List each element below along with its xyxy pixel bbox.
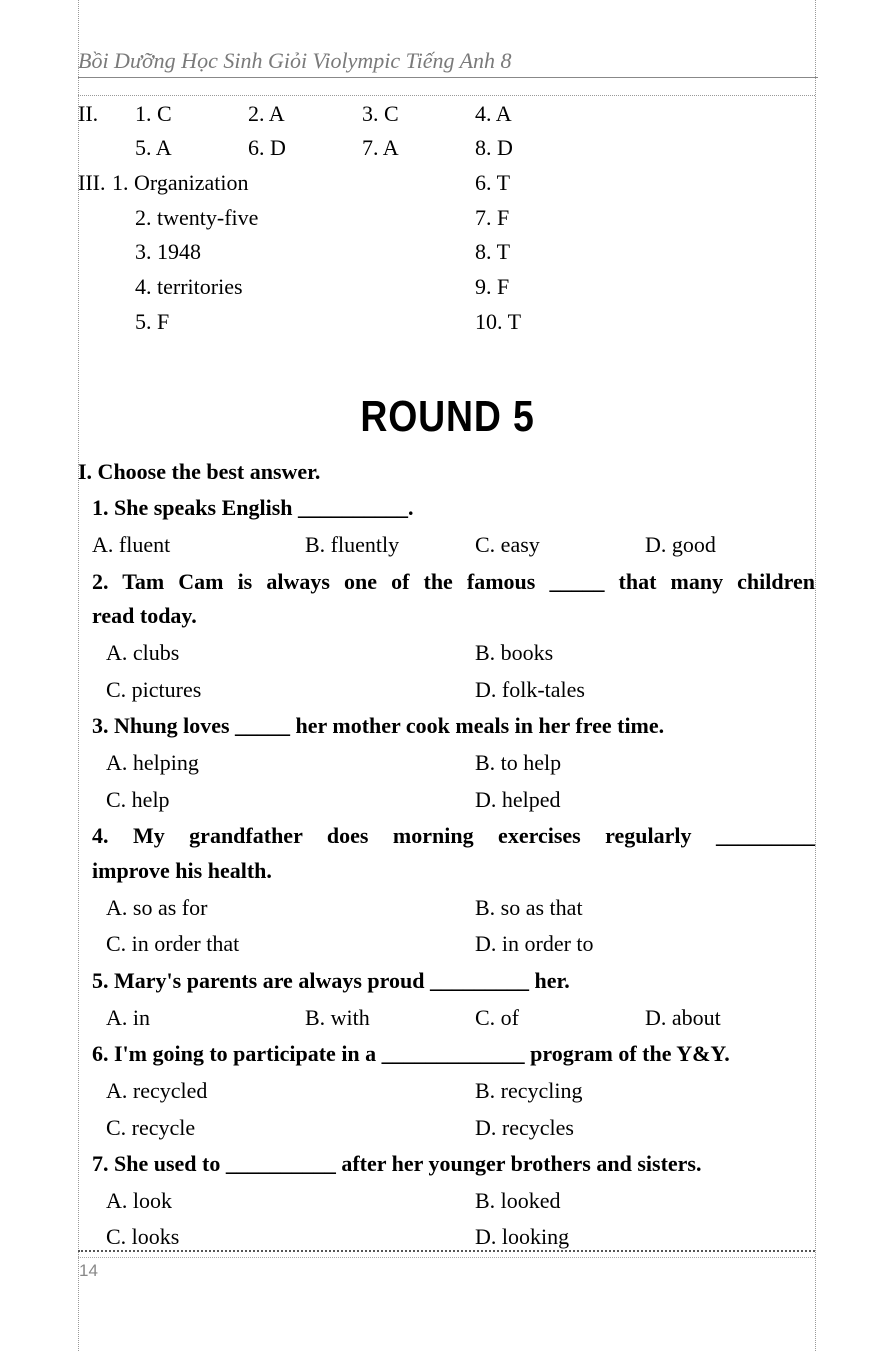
answer: 2. twenty-five xyxy=(135,205,259,230)
option: A. helping xyxy=(106,750,199,775)
option: A. fluent xyxy=(92,532,171,557)
question: 6. I'm going to participate in a _____________ program of the Y&Y. xyxy=(92,1041,730,1066)
option: C. in order that xyxy=(106,931,240,956)
answer: 8. D xyxy=(475,135,513,160)
option: A. clubs xyxy=(106,640,180,665)
option: C. looks xyxy=(106,1224,180,1249)
option: B. so as that xyxy=(475,895,583,920)
header-rule xyxy=(78,77,818,78)
question: 3. Nhung loves _____ her mother cook meals in her free time. xyxy=(92,713,665,738)
option: A. so as for xyxy=(106,895,208,920)
option: D. looking xyxy=(475,1224,570,1249)
option: A. in xyxy=(106,1005,150,1030)
option: B. looked xyxy=(475,1188,561,1213)
question-continued: improve his health. xyxy=(92,858,272,883)
option: C. of xyxy=(475,1005,519,1030)
question: 2. Tam Cam is always one of the famous _____ that many children xyxy=(92,569,815,594)
answer: 3. C xyxy=(362,101,399,126)
page-number: 14 xyxy=(79,1261,98,1280)
answer: 7. A xyxy=(362,135,399,160)
answer: 2. A xyxy=(248,101,285,126)
question: 5. Mary's parents are always proud _________ her. xyxy=(92,968,570,993)
answer: 6. D xyxy=(248,135,286,160)
answer: 5. A xyxy=(135,135,172,160)
option: D. good xyxy=(645,532,716,557)
option: C. help xyxy=(106,787,170,812)
left-margin-guide xyxy=(78,0,79,1351)
option: B. with xyxy=(305,1005,370,1030)
option: B. recycling xyxy=(475,1078,583,1103)
answer: 6. T xyxy=(475,170,511,195)
question: 4. My grandfather does morning exercises regularly _________ xyxy=(92,823,815,848)
option: C. easy xyxy=(475,532,540,557)
option: D. helped xyxy=(475,787,561,812)
section-label: III. xyxy=(78,170,106,195)
question: 1. She speaks English __________. xyxy=(92,495,414,520)
option: A. look xyxy=(106,1188,172,1213)
option: C. recycle xyxy=(106,1115,196,1140)
option: C. pictures xyxy=(106,677,202,702)
section-label: II. xyxy=(78,101,99,126)
option: A. recycled xyxy=(106,1078,208,1103)
question-continued: read today. xyxy=(92,603,197,628)
answer: 9. F xyxy=(475,274,510,299)
answer: 7. F xyxy=(475,205,510,230)
answer: 8. T xyxy=(475,239,511,264)
section-heading: I. Choose the best answer. xyxy=(78,459,321,484)
answer: 4. territories xyxy=(135,274,243,299)
content-top-guide xyxy=(78,95,815,96)
answer: 10. T xyxy=(475,309,522,334)
option: B. books xyxy=(475,640,554,665)
option: B. to help xyxy=(475,750,562,775)
answer: 3. 1948 xyxy=(135,239,201,264)
answer: 1. Organization xyxy=(112,170,249,195)
running-header: Bồi Dưỡng Học Sinh Giỏi Violympic Tiếng Anh 8 xyxy=(78,48,512,73)
option: B. fluently xyxy=(305,532,400,557)
option: D. in order to xyxy=(475,931,594,956)
round-title: ROUND 5 xyxy=(360,392,535,441)
option: D. about xyxy=(645,1005,721,1030)
option: D. folk-tales xyxy=(475,677,585,702)
content-bottom-guide xyxy=(78,1250,815,1252)
footer-top-guide xyxy=(78,1257,815,1258)
answer: 5. F xyxy=(135,309,170,334)
question: 7. She used to __________ after her younger brothers and sisters. xyxy=(92,1151,702,1176)
right-margin-guide xyxy=(815,0,816,1351)
answer: 1. C xyxy=(135,101,172,126)
option: D. recycles xyxy=(475,1115,574,1140)
answer: 4. A xyxy=(475,101,512,126)
